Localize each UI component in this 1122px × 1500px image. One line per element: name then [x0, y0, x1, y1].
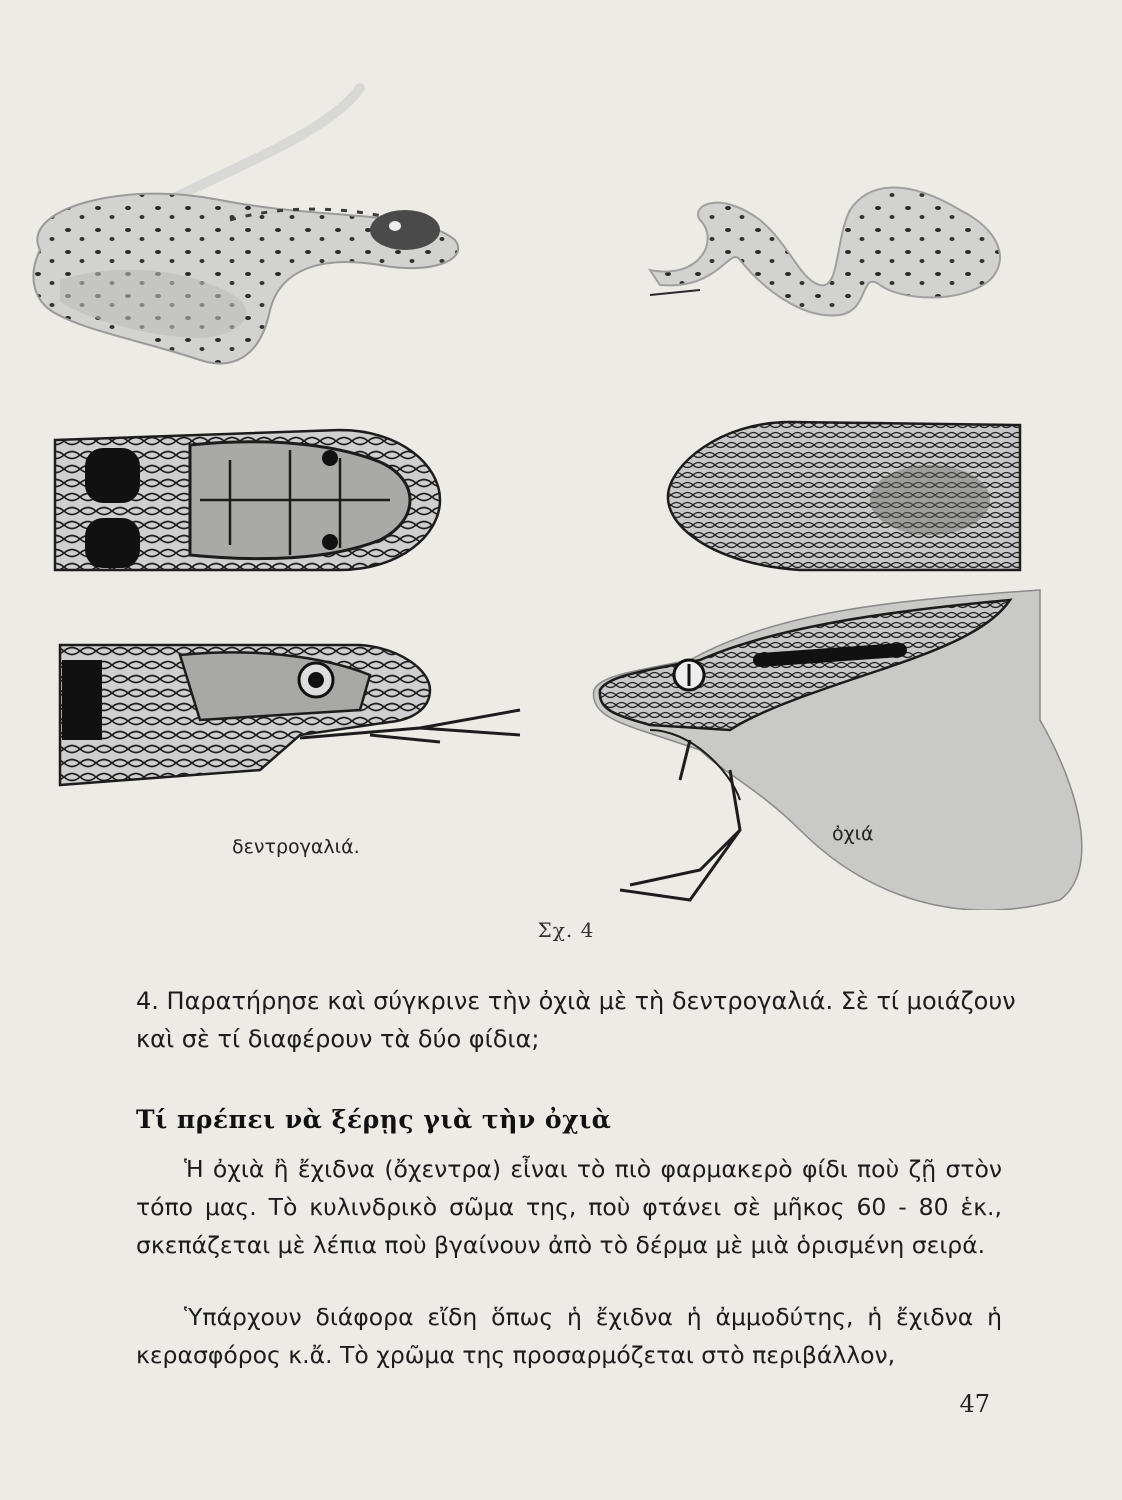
figure-label: Σχ. 4 — [537, 918, 595, 942]
viper-caption: ὀχιά — [832, 823, 874, 845]
paragraph-1: Ἡ ὀχιὰ ἢ ἔχιδνα (ὄχεντρα) εἶναι τὸ πιὸ φαρμακερὸ φίδι ποὺ ζῇ στὸν τόπο μας. Τὸ κυλινδρικὸ σῶμα της, ποὺ φτάνει σὲ μῆκος 60 - 80 ἑκ., σκεπάζεται μὲ λέπια ποὺ βγαίνουν ἀπὸ τὸ δέρμα μὲ μιὰ ὁρισμένη σειρά. — [136, 1155, 1002, 1259]
section-heading: Τί πρέπει νὰ ξέρῃς γιὰ τὴν ὀχιὰ — [136, 1105, 612, 1134]
tree-snake-head-top-view — [55, 430, 440, 570]
page-number: 47 — [959, 1390, 990, 1418]
viper-coiled-illustration — [650, 188, 1000, 316]
snake-comparison-figure — [0, 70, 1122, 910]
paragraph-2: Ὑπάρχουν διάφορα εἴδη ὅπως ἡ ἔχιδνα ἡ ἀμμοδύτης, ἡ ἔχιδνα ἡ κερασφόρος κ.ἄ. Τὸ χρῶμα της προσαρμόζεται στὸ περιβάλλον, — [136, 1303, 1002, 1369]
tree-snake-coiled-illustration — [33, 88, 458, 363]
question-4: 4. Παρατήρησε καὶ σύγκρινε τὴν ὀχιὰ μὲ τὴ δεντρογαλιά. Σὲ τί μοιάζουν καὶ σὲ τί διαφέρουν τὰ δύο φίδια; — [136, 987, 1016, 1053]
tree-snake-caption: δεντρογαλιά. — [232, 836, 360, 858]
tree-snake-head-side-view — [60, 645, 520, 785]
viper-head-side-view — [593, 590, 1081, 910]
viper-head-top-view — [668, 422, 1020, 570]
